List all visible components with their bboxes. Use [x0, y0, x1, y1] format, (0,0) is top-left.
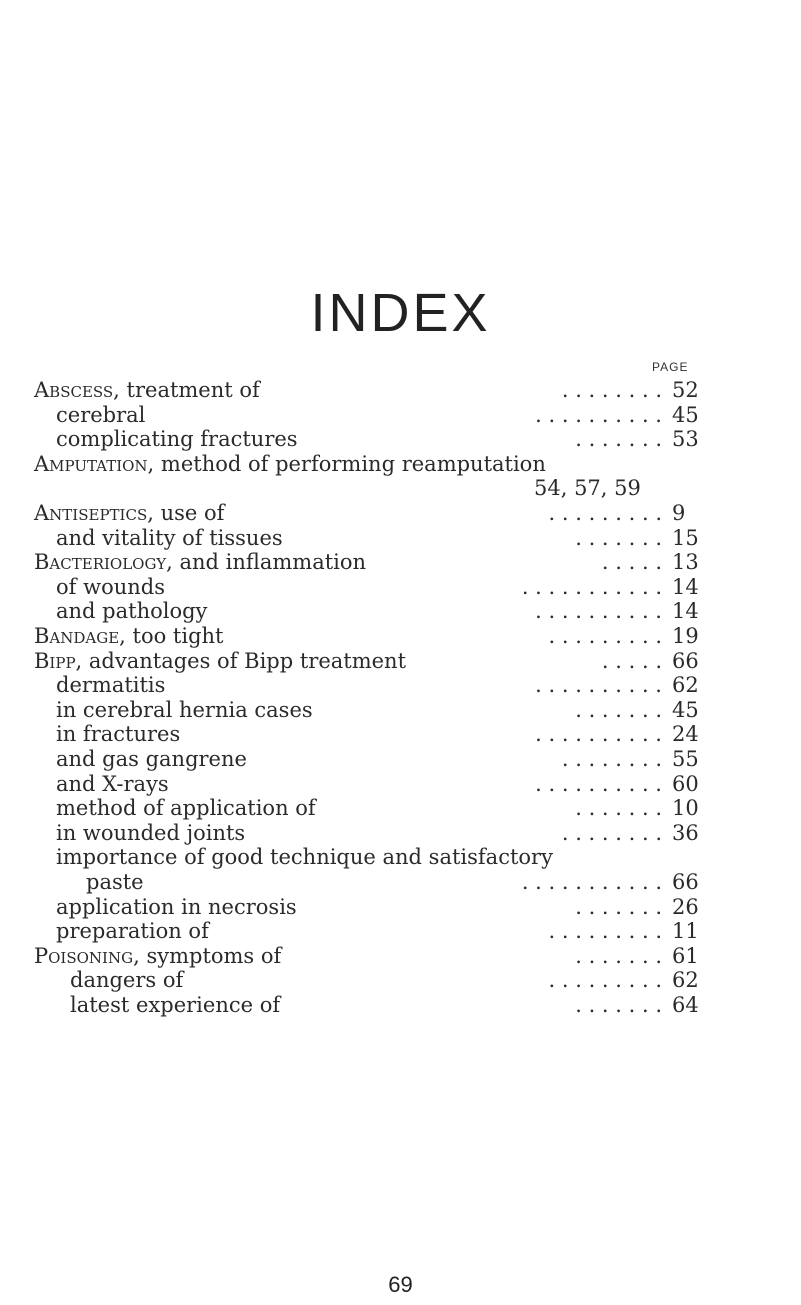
entry-text: dermatitis: [56, 673, 166, 697]
entry-page: 54, 57, 59: [534, 476, 641, 500]
leader-dots: . . . . . . . . . . .: [521, 870, 662, 894]
entry-page: 62: [672, 968, 699, 992]
entry-page: 64: [672, 993, 699, 1017]
entry-text: latest experience of: [70, 993, 281, 1017]
entry-text: cerebral: [56, 403, 146, 427]
entry-page: 62: [672, 673, 699, 697]
entry-text: use of: [153, 501, 225, 525]
entry-page: 14: [672, 599, 699, 623]
leader-dots: . . . . . . . . . .: [535, 673, 662, 697]
entry-page: 53: [672, 427, 699, 451]
leader-dots: . . . . .: [601, 649, 662, 673]
leader-dots: . . . . . . .: [575, 944, 662, 968]
entry-text: in fractures: [56, 722, 181, 746]
leader-dots: . . . . . . .: [575, 427, 662, 451]
leader-dots: . . . . . . . .: [561, 747, 662, 771]
entry-text: symptoms of: [139, 944, 282, 968]
entry-heading: Bacteriology,: [34, 550, 173, 574]
entry-page: 26: [672, 895, 699, 919]
entry-heading: Amputation,: [34, 452, 155, 476]
entry-page: 9: [672, 501, 686, 525]
leader-dots: . . . . . . .: [575, 796, 662, 820]
entry-text: importance of good technique and satisfactory: [56, 845, 553, 869]
entry-text: paste: [86, 870, 144, 894]
entry-page: 45: [672, 403, 699, 427]
entry-page: 66: [672, 870, 699, 894]
entry-page: 60: [672, 772, 699, 796]
leader-dots: . . . . . . . . . . .: [521, 575, 662, 599]
entry-text: complicating fractures: [56, 427, 298, 451]
page-column-heading: PAGE: [652, 360, 689, 374]
entry-page: 61: [672, 944, 699, 968]
entry-text: and gas gangrene: [56, 747, 247, 771]
entry-label: [70, 990, 280, 1020]
page-number: 69: [388, 1272, 413, 1297]
entry-heading: Abscess,: [34, 378, 120, 402]
leader-dots: . . . . . . . .: [561, 378, 662, 402]
entry-text: in wounded joints: [56, 821, 246, 845]
entry-page: 13: [672, 550, 699, 574]
entry-page: 36: [672, 821, 699, 845]
entry-page: 10: [672, 796, 699, 820]
entry-text: in cerebral hernia cases: [56, 698, 313, 722]
leader-dots: . . . . . . . . . .: [535, 722, 662, 746]
entry-page: 55: [672, 747, 699, 771]
index-entry: [0, 990, 801, 1020]
leader-dots: . . . . . . .: [575, 698, 662, 722]
entry-text: application in necrosis: [56, 895, 297, 919]
entry-page: 24: [672, 722, 699, 746]
entry-text: too tight: [125, 624, 224, 648]
entry-page: 52: [672, 378, 699, 402]
entry-heading: Bipp,: [34, 649, 83, 673]
leader-dots: . . . . . . .: [575, 993, 662, 1017]
entry-heading: Poisoning,: [34, 944, 140, 968]
leader-dots: . . . . . . . . . .: [535, 403, 662, 427]
leader-dots: . . . . . . . .: [561, 821, 662, 845]
page-title: INDEX: [310, 283, 491, 343]
leader-dots: . . . . . . . . . .: [535, 599, 662, 623]
entry-text: dangers of: [70, 968, 184, 992]
entry-text: and X-rays: [56, 772, 169, 796]
entry-text: preparation of: [56, 919, 209, 943]
entry-text: treatment of: [119, 378, 260, 402]
entry-text: method of application of: [56, 796, 316, 820]
leader-dots: . . . . . . . . . .: [535, 772, 662, 796]
leader-dots: . . . . . . . . .: [548, 501, 662, 525]
leader-dots: . . . . .: [601, 550, 662, 574]
entry-text: and pathology: [56, 599, 208, 623]
entry-heading: Bandage,: [34, 624, 126, 648]
entry-page: 11: [672, 919, 699, 943]
leader-dots: . . . . . . .: [575, 526, 662, 550]
entry-page: 15: [672, 526, 699, 550]
entry-text: of wounds: [56, 575, 165, 599]
entry-page: 45: [672, 698, 699, 722]
entry-text: and inflammation: [172, 550, 367, 574]
entry-page: 66: [672, 649, 699, 673]
leader-dots: . . . . . . . . .: [548, 919, 662, 943]
leader-dots: . . . . . . .: [575, 895, 662, 919]
entry-page: 19: [672, 624, 699, 648]
entry-text: advantages of Bipp treatment: [82, 649, 407, 673]
entry-text: and vitality of tissues: [56, 526, 283, 550]
leader-dots: . . . . . . . . .: [548, 624, 662, 648]
entry-page: 14: [672, 575, 699, 599]
entry-heading: Antiseptics,: [34, 501, 154, 525]
leader-dots: . . . . . . . . .: [548, 968, 662, 992]
entry-text: method of performing reamputation: [154, 452, 546, 476]
